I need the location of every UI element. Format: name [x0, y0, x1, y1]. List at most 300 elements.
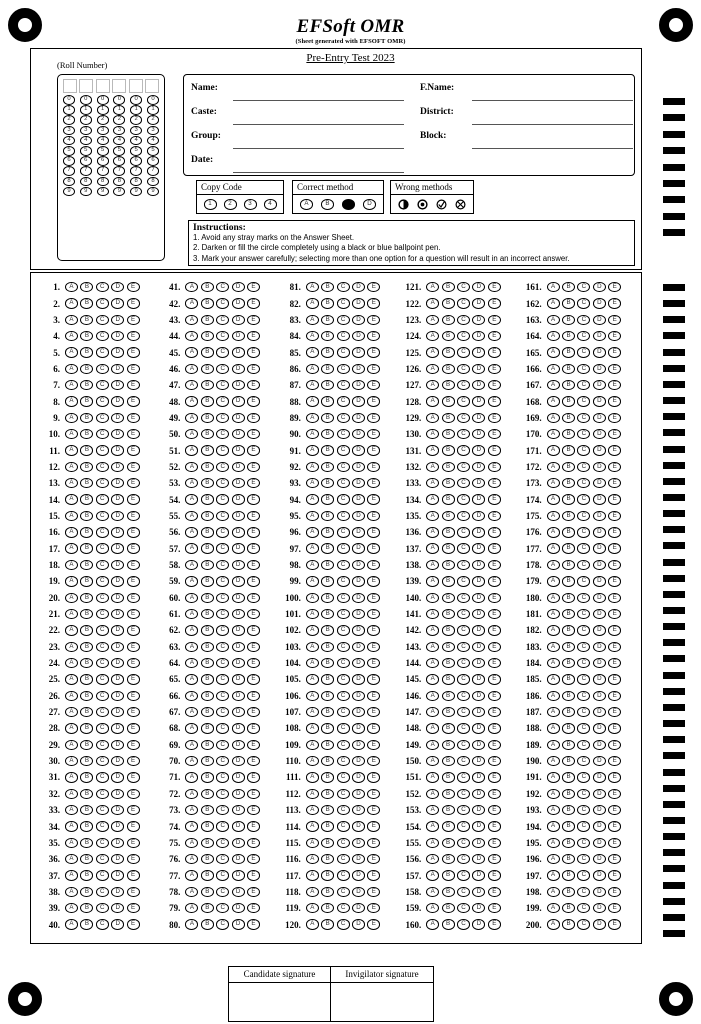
answer-bubble[interactable]: C: [337, 903, 350, 913]
answer-bubble[interactable]: C: [96, 494, 109, 504]
answer-bubble[interactable]: A: [547, 789, 560, 799]
answer-bubble[interactable]: E: [367, 658, 380, 668]
answer-bubble[interactable]: D: [352, 854, 365, 864]
answer-bubble[interactable]: A: [306, 380, 319, 390]
answer-bubble[interactable]: D: [593, 870, 606, 880]
answer-bubble[interactable]: D: [352, 756, 365, 766]
answer-bubble[interactable]: D: [111, 298, 124, 308]
answer-bubble[interactable]: B: [562, 903, 575, 913]
roll-number-grid[interactable]: [57, 74, 165, 261]
answer-bubble[interactable]: B: [562, 609, 575, 619]
answer-bubble[interactable]: E: [367, 756, 380, 766]
answer-bubble[interactable]: D: [352, 576, 365, 586]
roll-number-bubble[interactable]: 2: [63, 115, 75, 125]
answer-bubble[interactable]: C: [337, 429, 350, 439]
answer-bubble[interactable]: D: [111, 870, 124, 880]
answer-bubble[interactable]: E: [127, 560, 140, 570]
answer-bubble[interactable]: B: [562, 298, 575, 308]
answer-bubble[interactable]: C: [96, 527, 109, 537]
answer-bubble[interactable]: D: [593, 560, 606, 570]
info-field[interactable]: [191, 153, 404, 177]
answer-bubble[interactable]: C: [457, 919, 470, 929]
answer-bubble[interactable]: C: [457, 691, 470, 701]
answer-bubble[interactable]: D: [111, 723, 124, 733]
answer-bubble[interactable]: C: [577, 396, 590, 406]
answer-bubble[interactable]: A: [65, 658, 78, 668]
answer-bubble[interactable]: B: [442, 527, 455, 537]
roll-number-bubble[interactable]: 4: [80, 136, 92, 146]
answer-bubble[interactable]: D: [232, 772, 245, 782]
answer-bubble[interactable]: B: [201, 593, 214, 603]
answer-bubble[interactable]: A: [547, 494, 560, 504]
answer-bubble[interactable]: C: [216, 511, 229, 521]
answer-bubble[interactable]: C: [96, 331, 109, 341]
answer-bubble[interactable]: B: [442, 658, 455, 668]
answer-bubble[interactable]: B: [321, 642, 334, 652]
answer-bubble[interactable]: B: [442, 740, 455, 750]
roll-number-bubble[interactable]: 4: [97, 136, 109, 146]
answer-bubble[interactable]: B: [321, 772, 334, 782]
answer-bubble[interactable]: A: [65, 642, 78, 652]
answer-bubble[interactable]: A: [547, 772, 560, 782]
answer-bubble[interactable]: A: [185, 919, 198, 929]
answer-bubble[interactable]: B: [562, 347, 575, 357]
answer-bubble[interactable]: A: [547, 658, 560, 668]
answer-bubble[interactable]: E: [367, 478, 380, 488]
answer-bubble[interactable]: C: [96, 445, 109, 455]
answer-bubble[interactable]: A: [426, 560, 439, 570]
answer-bubble[interactable]: A: [547, 707, 560, 717]
answer-bubble[interactable]: A: [547, 511, 560, 521]
answer-bubble[interactable]: E: [488, 593, 501, 603]
answer-bubble[interactable]: B: [442, 364, 455, 374]
answer-bubble[interactable]: C: [457, 674, 470, 684]
answer-bubble[interactable]: E: [488, 625, 501, 635]
answer-bubble[interactable]: E: [127, 576, 140, 586]
answer-bubble[interactable]: A: [426, 772, 439, 782]
answer-bubble[interactable]: E: [488, 429, 501, 439]
answer-bubble[interactable]: C: [457, 821, 470, 831]
answer-bubble[interactable]: C: [216, 347, 229, 357]
answer-bubble[interactable]: E: [488, 887, 501, 897]
answer-bubble[interactable]: D: [352, 527, 365, 537]
answer-bubble[interactable]: B: [442, 560, 455, 570]
answer-bubble[interactable]: B: [321, 462, 334, 472]
answer-bubble[interactable]: B: [562, 838, 575, 848]
answer-bubble[interactable]: C: [457, 870, 470, 880]
answer-bubble[interactable]: B: [562, 740, 575, 750]
answer-bubble[interactable]: D: [593, 331, 606, 341]
answer-bubble[interactable]: B: [201, 511, 214, 521]
answer-bubble[interactable]: B: [80, 919, 93, 929]
answer-bubble[interactable]: C: [457, 903, 470, 913]
answer-bubble[interactable]: D: [472, 396, 485, 406]
info-field-input[interactable]: [233, 124, 404, 125]
answer-bubble[interactable]: A: [426, 527, 439, 537]
answer-bubble[interactable]: D: [111, 854, 124, 864]
answer-bubble[interactable]: A: [185, 429, 198, 439]
answer-bubble[interactable]: D: [352, 282, 365, 292]
info-field-input[interactable]: [233, 172, 404, 173]
answer-bubble[interactable]: E: [247, 413, 260, 423]
answer-bubble[interactable]: C: [457, 347, 470, 357]
answer-bubble[interactable]: B: [201, 870, 214, 880]
roll-number-bubble[interactable]: 5: [97, 146, 109, 156]
correct-method-bubble[interactable]: D: [363, 199, 376, 209]
answer-bubble[interactable]: D: [111, 282, 124, 292]
answer-bubble[interactable]: D: [232, 723, 245, 733]
roll-number-bubble[interactable]: 5: [113, 146, 125, 156]
answer-bubble[interactable]: A: [306, 331, 319, 341]
answer-bubble[interactable]: D: [352, 821, 365, 831]
answer-bubble[interactable]: C: [577, 658, 590, 668]
answer-bubble[interactable]: E: [247, 511, 260, 521]
answer-bubble[interactable]: A: [65, 838, 78, 848]
answer-bubble[interactable]: A: [65, 707, 78, 717]
answer-bubble[interactable]: E: [367, 789, 380, 799]
answer-bubble[interactable]: B: [201, 805, 214, 815]
answer-bubble[interactable]: E: [488, 576, 501, 586]
info-field[interactable]: [191, 105, 404, 129]
answer-bubble[interactable]: C: [216, 429, 229, 439]
answer-bubble[interactable]: A: [426, 740, 439, 750]
answer-bubble[interactable]: A: [426, 887, 439, 897]
answer-bubble[interactable]: A: [65, 593, 78, 603]
answer-bubble[interactable]: B: [562, 511, 575, 521]
answer-bubble[interactable]: A: [185, 593, 198, 603]
answer-bubble[interactable]: D: [232, 298, 245, 308]
answer-bubble[interactable]: A: [547, 756, 560, 766]
answer-bubble[interactable]: B: [442, 494, 455, 504]
answer-bubble[interactable]: B: [201, 380, 214, 390]
answer-bubble[interactable]: D: [352, 298, 365, 308]
answer-bubble[interactable]: D: [593, 658, 606, 668]
answer-bubble[interactable]: C: [216, 854, 229, 864]
answer-bubble[interactable]: A: [306, 887, 319, 897]
answer-bubble[interactable]: A: [185, 887, 198, 897]
answer-bubble[interactable]: C: [216, 315, 229, 325]
answer-bubble[interactable]: E: [127, 593, 140, 603]
answer-bubble[interactable]: D: [232, 413, 245, 423]
answer-bubble[interactable]: D: [111, 511, 124, 521]
answer-bubble[interactable]: A: [185, 838, 198, 848]
answer-bubble[interactable]: C: [457, 527, 470, 537]
roll-number-bubble[interactable]: 1: [97, 105, 109, 115]
answer-bubble[interactable]: E: [127, 740, 140, 750]
answer-bubble[interactable]: D: [593, 691, 606, 701]
answer-bubble[interactable]: B: [201, 364, 214, 374]
answer-bubble[interactable]: E: [127, 413, 140, 423]
answer-bubble[interactable]: B: [562, 625, 575, 635]
answer-bubble[interactable]: C: [96, 903, 109, 913]
answer-bubble[interactable]: B: [80, 429, 93, 439]
answer-bubble[interactable]: C: [337, 805, 350, 815]
answer-bubble[interactable]: B: [442, 593, 455, 603]
answer-bubble[interactable]: A: [306, 821, 319, 831]
answer-bubble[interactable]: D: [472, 609, 485, 619]
answer-bubble[interactable]: A: [306, 315, 319, 325]
answer-bubble[interactable]: D: [472, 576, 485, 586]
answer-bubble[interactable]: C: [96, 298, 109, 308]
answer-bubble[interactable]: D: [232, 887, 245, 897]
answer-bubble[interactable]: E: [488, 854, 501, 864]
answer-bubble[interactable]: A: [547, 413, 560, 423]
answer-bubble[interactable]: B: [321, 331, 334, 341]
answer-bubble[interactable]: B: [562, 445, 575, 455]
answer-bubble[interactable]: A: [65, 903, 78, 913]
answer-bubble[interactable]: A: [65, 347, 78, 357]
answer-bubble[interactable]: D: [593, 805, 606, 815]
answer-bubble[interactable]: E: [367, 511, 380, 521]
answer-bubble[interactable]: C: [457, 380, 470, 390]
answer-bubble[interactable]: B: [442, 674, 455, 684]
answer-bubble[interactable]: D: [111, 315, 124, 325]
answer-bubble[interactable]: A: [306, 903, 319, 913]
answer-bubble[interactable]: C: [337, 396, 350, 406]
answer-bubble[interactable]: D: [593, 740, 606, 750]
answer-bubble[interactable]: C: [577, 494, 590, 504]
answer-bubble[interactable]: B: [80, 854, 93, 864]
roll-number-writein-cell[interactable]: [79, 79, 93, 93]
answer-bubble[interactable]: B: [80, 658, 93, 668]
answer-bubble[interactable]: D: [232, 756, 245, 766]
answer-bubble[interactable]: E: [367, 723, 380, 733]
candidate-signature-box[interactable]: [228, 966, 331, 1022]
answer-bubble[interactable]: C: [96, 919, 109, 929]
answer-bubble[interactable]: C: [337, 462, 350, 472]
answer-bubble[interactable]: E: [127, 609, 140, 619]
answer-bubble[interactable]: E: [488, 298, 501, 308]
answer-bubble[interactable]: B: [201, 494, 214, 504]
answer-bubble[interactable]: C: [216, 609, 229, 619]
answer-bubble[interactable]: D: [352, 593, 365, 603]
answer-bubble[interactable]: B: [562, 723, 575, 733]
answer-bubble[interactable]: E: [608, 380, 621, 390]
answer-bubble[interactable]: E: [608, 445, 621, 455]
roll-number-bubble[interactable]: 0: [113, 95, 125, 105]
answer-bubble[interactable]: E: [247, 805, 260, 815]
answer-bubble[interactable]: B: [562, 691, 575, 701]
answer-bubble[interactable]: D: [232, 805, 245, 815]
answer-bubble[interactable]: C: [96, 560, 109, 570]
answer-bubble[interactable]: E: [608, 887, 621, 897]
answer-bubble[interactable]: C: [457, 315, 470, 325]
answer-bubble[interactable]: D: [472, 870, 485, 880]
answer-bubble[interactable]: A: [547, 331, 560, 341]
answer-bubble[interactable]: E: [247, 331, 260, 341]
answer-bubble[interactable]: B: [562, 772, 575, 782]
answer-bubble[interactable]: B: [321, 576, 334, 586]
answer-bubble[interactable]: D: [472, 282, 485, 292]
answer-bubble[interactable]: E: [488, 674, 501, 684]
answer-bubble[interactable]: E: [247, 282, 260, 292]
roll-number-bubble[interactable]: 8: [80, 177, 92, 187]
answer-bubble[interactable]: E: [488, 821, 501, 831]
answer-bubble[interactable]: E: [367, 527, 380, 537]
answer-bubble[interactable]: D: [472, 478, 485, 488]
answer-bubble[interactable]: E: [247, 887, 260, 897]
answer-bubble[interactable]: E: [608, 919, 621, 929]
answer-bubble[interactable]: E: [367, 593, 380, 603]
answer-bubble[interactable]: B: [321, 789, 334, 799]
answer-bubble[interactable]: D: [472, 494, 485, 504]
copy-code-bubble[interactable]: 2: [224, 199, 237, 209]
answer-bubble[interactable]: E: [247, 756, 260, 766]
answer-bubble[interactable]: A: [185, 494, 198, 504]
answer-bubble[interactable]: D: [232, 903, 245, 913]
answer-bubble[interactable]: A: [65, 854, 78, 864]
answer-bubble[interactable]: A: [65, 887, 78, 897]
answer-bubble[interactable]: C: [577, 838, 590, 848]
roll-number-bubble[interactable]: 2: [147, 115, 159, 125]
invigilator-signature-field[interactable]: [331, 983, 433, 1021]
answer-bubble[interactable]: A: [185, 511, 198, 521]
answer-bubble[interactable]: E: [367, 560, 380, 570]
answer-bubble[interactable]: A: [185, 396, 198, 406]
answer-bubble[interactable]: B: [201, 429, 214, 439]
answer-bubble[interactable]: D: [232, 658, 245, 668]
answer-bubble[interactable]: B: [562, 380, 575, 390]
answer-bubble[interactable]: B: [80, 576, 93, 586]
answer-bubble[interactable]: E: [488, 691, 501, 701]
answer-bubble[interactable]: A: [426, 331, 439, 341]
answer-bubble[interactable]: A: [426, 380, 439, 390]
roll-number-bubble[interactable]: 4: [113, 136, 125, 146]
answer-bubble[interactable]: E: [127, 625, 140, 635]
info-field-input[interactable]: [233, 148, 404, 149]
answer-bubble[interactable]: A: [547, 593, 560, 603]
answer-bubble[interactable]: C: [337, 887, 350, 897]
answer-bubble[interactable]: B: [321, 838, 334, 848]
answer-bubble[interactable]: A: [306, 576, 319, 586]
candidate-signature-field[interactable]: [229, 983, 330, 1021]
answer-bubble[interactable]: D: [352, 478, 365, 488]
answer-bubble[interactable]: C: [96, 870, 109, 880]
answer-bubble[interactable]: A: [426, 609, 439, 619]
info-field[interactable]: [191, 81, 404, 105]
answer-bubble[interactable]: A: [547, 576, 560, 586]
answer-bubble[interactable]: A: [426, 674, 439, 684]
answer-bubble[interactable]: E: [488, 707, 501, 717]
answer-bubble[interactable]: D: [352, 674, 365, 684]
answer-bubble[interactable]: B: [562, 919, 575, 929]
answer-bubble[interactable]: A: [185, 282, 198, 292]
answer-bubble[interactable]: B: [201, 298, 214, 308]
answer-bubble[interactable]: B: [80, 364, 93, 374]
answer-bubble[interactable]: D: [232, 347, 245, 357]
answer-bubble[interactable]: C: [457, 282, 470, 292]
answer-bubble[interactable]: C: [216, 838, 229, 848]
answer-bubble[interactable]: A: [426, 298, 439, 308]
answer-bubble[interactable]: B: [80, 887, 93, 897]
answer-bubble[interactable]: B: [442, 707, 455, 717]
answer-bubble[interactable]: B: [201, 347, 214, 357]
answer-bubble[interactable]: D: [232, 282, 245, 292]
answer-bubble[interactable]: B: [442, 445, 455, 455]
answer-bubble[interactable]: A: [426, 543, 439, 553]
answer-bubble[interactable]: B: [321, 347, 334, 357]
answer-bubble[interactable]: C: [216, 593, 229, 603]
answer-bubble[interactable]: E: [488, 642, 501, 652]
roll-number-bubble[interactable]: 0: [130, 95, 142, 105]
answer-bubble[interactable]: C: [577, 445, 590, 455]
answer-bubble[interactable]: B: [80, 642, 93, 652]
answer-bubble[interactable]: E: [247, 919, 260, 929]
answer-bubble[interactable]: B: [321, 478, 334, 488]
answer-bubble[interactable]: E: [488, 740, 501, 750]
answer-bubble[interactable]: C: [96, 887, 109, 897]
answer-bubble[interactable]: D: [111, 903, 124, 913]
roll-number-writein-cell[interactable]: [145, 79, 159, 93]
answer-bubble[interactable]: D: [111, 609, 124, 619]
answer-bubble[interactable]: D: [472, 919, 485, 929]
answer-bubble[interactable]: C: [96, 364, 109, 374]
answer-bubble[interactable]: C: [457, 543, 470, 553]
answer-bubble[interactable]: A: [185, 298, 198, 308]
answer-bubble[interactable]: C: [337, 870, 350, 880]
answer-bubble[interactable]: C: [96, 658, 109, 668]
answer-bubble[interactable]: B: [562, 789, 575, 799]
answer-bubble[interactable]: E: [247, 707, 260, 717]
answer-bubble[interactable]: A: [65, 445, 78, 455]
answer-bubble[interactable]: D: [593, 838, 606, 848]
answer-bubble[interactable]: A: [185, 527, 198, 537]
answer-bubble[interactable]: C: [577, 740, 590, 750]
answer-bubble[interactable]: B: [201, 772, 214, 782]
answer-bubble[interactable]: E: [127, 494, 140, 504]
answer-bubble[interactable]: E: [367, 609, 380, 619]
answer-bubble[interactable]: C: [216, 527, 229, 537]
answer-bubble[interactable]: E: [488, 494, 501, 504]
answer-bubble[interactable]: A: [185, 707, 198, 717]
answer-bubble[interactable]: C: [457, 576, 470, 586]
answer-bubble[interactable]: B: [201, 903, 214, 913]
answer-bubble[interactable]: A: [65, 609, 78, 619]
roll-number-bubble[interactable]: 3: [113, 126, 125, 136]
answer-bubble[interactable]: C: [96, 772, 109, 782]
answer-bubble[interactable]: D: [352, 658, 365, 668]
answer-bubble[interactable]: B: [321, 625, 334, 635]
answer-bubble[interactable]: A: [306, 870, 319, 880]
answer-bubble[interactable]: A: [185, 805, 198, 815]
answer-bubble[interactable]: D: [232, 560, 245, 570]
answer-bubble[interactable]: B: [80, 838, 93, 848]
answer-bubble[interactable]: B: [201, 478, 214, 488]
answer-bubble[interactable]: A: [65, 789, 78, 799]
answer-bubble[interactable]: A: [426, 854, 439, 864]
answer-bubble[interactable]: B: [80, 527, 93, 537]
answer-bubble[interactable]: D: [232, 396, 245, 406]
answer-bubble[interactable]: A: [65, 364, 78, 374]
answer-bubble[interactable]: E: [247, 870, 260, 880]
answer-bubble[interactable]: D: [472, 429, 485, 439]
answer-bubble[interactable]: A: [306, 609, 319, 619]
roll-number-bubble[interactable]: 8: [130, 177, 142, 187]
answer-bubble[interactable]: B: [321, 380, 334, 390]
answer-bubble[interactable]: B: [442, 429, 455, 439]
answer-bubble[interactable]: A: [547, 429, 560, 439]
answer-bubble[interactable]: D: [232, 821, 245, 831]
answer-bubble[interactable]: C: [457, 642, 470, 652]
answer-bubble[interactable]: A: [426, 282, 439, 292]
answer-bubble[interactable]: E: [127, 478, 140, 488]
answer-bubble[interactable]: E: [247, 364, 260, 374]
answer-bubble[interactable]: D: [352, 364, 365, 374]
answer-bubble[interactable]: B: [201, 723, 214, 733]
answer-bubble[interactable]: C: [457, 462, 470, 472]
answer-bubble[interactable]: C: [337, 740, 350, 750]
answer-bubble[interactable]: E: [488, 315, 501, 325]
